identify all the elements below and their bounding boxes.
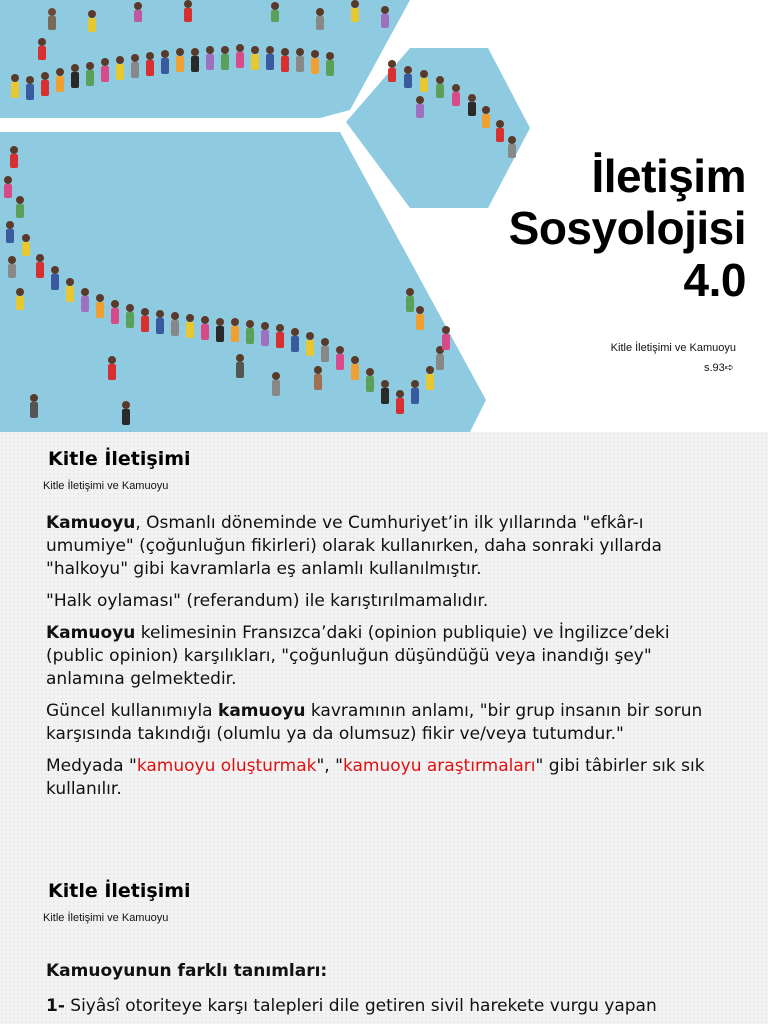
title-line-2: Sosyolojisi xyxy=(508,202,746,254)
item-number: 1- xyxy=(46,996,65,1016)
slide-kitle-iletisimi-1 xyxy=(0,432,768,852)
paragraph-5-sep: ", " xyxy=(316,756,343,776)
slide-subtitle: Kitle İletişimi ve Kamuoyu xyxy=(43,912,169,924)
highlight-kamuoyu-arastirmalari: kamuoyu araştırmaları xyxy=(342,756,536,776)
title-line-3: 4.0 xyxy=(683,254,746,306)
highlight-kamuoyu-olusturmak: kamuoyu oluşturmak xyxy=(136,756,317,776)
slide-body xyxy=(46,512,726,810)
paragraph-3 xyxy=(46,622,726,691)
paragraph-5 xyxy=(46,755,726,801)
small-hexagon-photo xyxy=(346,48,530,208)
paragraph-2: "Halk oylaması" (referandum) ile karıştırılmamalıdır. xyxy=(46,591,489,611)
section-title-text: Kamuoyunun farklı tanımları: xyxy=(46,961,328,981)
paragraph-1 xyxy=(46,512,726,581)
cover-page xyxy=(0,0,768,432)
paragraph-4 xyxy=(46,700,726,746)
paragraph-4-lead: Güncel kullanımıyla xyxy=(46,701,219,721)
arrow-right-icon: ➪ xyxy=(724,362,734,374)
cover-subtitle: Kitle İletişimi ve Kamuoyu xyxy=(610,342,736,354)
title-line-1: İletişim xyxy=(591,150,746,202)
slide-subtitle: Kitle İletişimi ve Kamuoyu xyxy=(43,480,169,492)
paragraph-4-text: kavramının anlamı, "bir grup insanın bir sorun karşısında takındığı (olumlu ya da olumsuz) fikir ve/veya tutumdur." xyxy=(46,701,703,744)
page-reference xyxy=(704,361,734,374)
term-kamuoyu: Kamuoyu xyxy=(46,623,136,643)
paragraph-3-text: kelimesinin Fransızca’daki (opinion publiquie) ve İngilizce’deki (public opinion) karşılıkları, "çoğunluğun düşündüğü veya inandığı şey" anlamına gelmektedir. xyxy=(46,623,670,689)
paragraph-5-lead: Medyada " xyxy=(46,756,137,776)
slide-heading: Kitle İletişimi xyxy=(48,448,191,470)
page-reference-text: s.93 xyxy=(703,362,725,374)
term-kamuoyu: kamuoyu xyxy=(218,701,306,721)
section-title xyxy=(46,960,726,983)
cover-title xyxy=(509,150,746,306)
slide-kitle-iletisimi-2 xyxy=(0,852,768,1024)
paragraph-5-text: " gibi tâbirler sık sık kullanılır. xyxy=(46,756,705,799)
definition-item-1 xyxy=(46,995,726,1018)
slide-heading: Kitle İletişimi xyxy=(48,880,191,902)
definition-item-1-text: Siyâsî otoriteye karşı talepleri dile getiren sivil harekete vurgu yapan xyxy=(64,996,657,1016)
slide-body xyxy=(46,960,726,1027)
term-kamuoyu: Kamuoyu xyxy=(46,513,136,533)
paragraph-1-text: , Osmanlı döneminde ve Cumhuriyet’in ilk yıllarında "efkâr-ı umumiye" (çoğunluğun fikirleri) olarak kullanırken, daha sonraki yıllarda "halkoyu" gibi kavramlarla eş anlamlı kullanılmıştır. xyxy=(46,513,662,579)
